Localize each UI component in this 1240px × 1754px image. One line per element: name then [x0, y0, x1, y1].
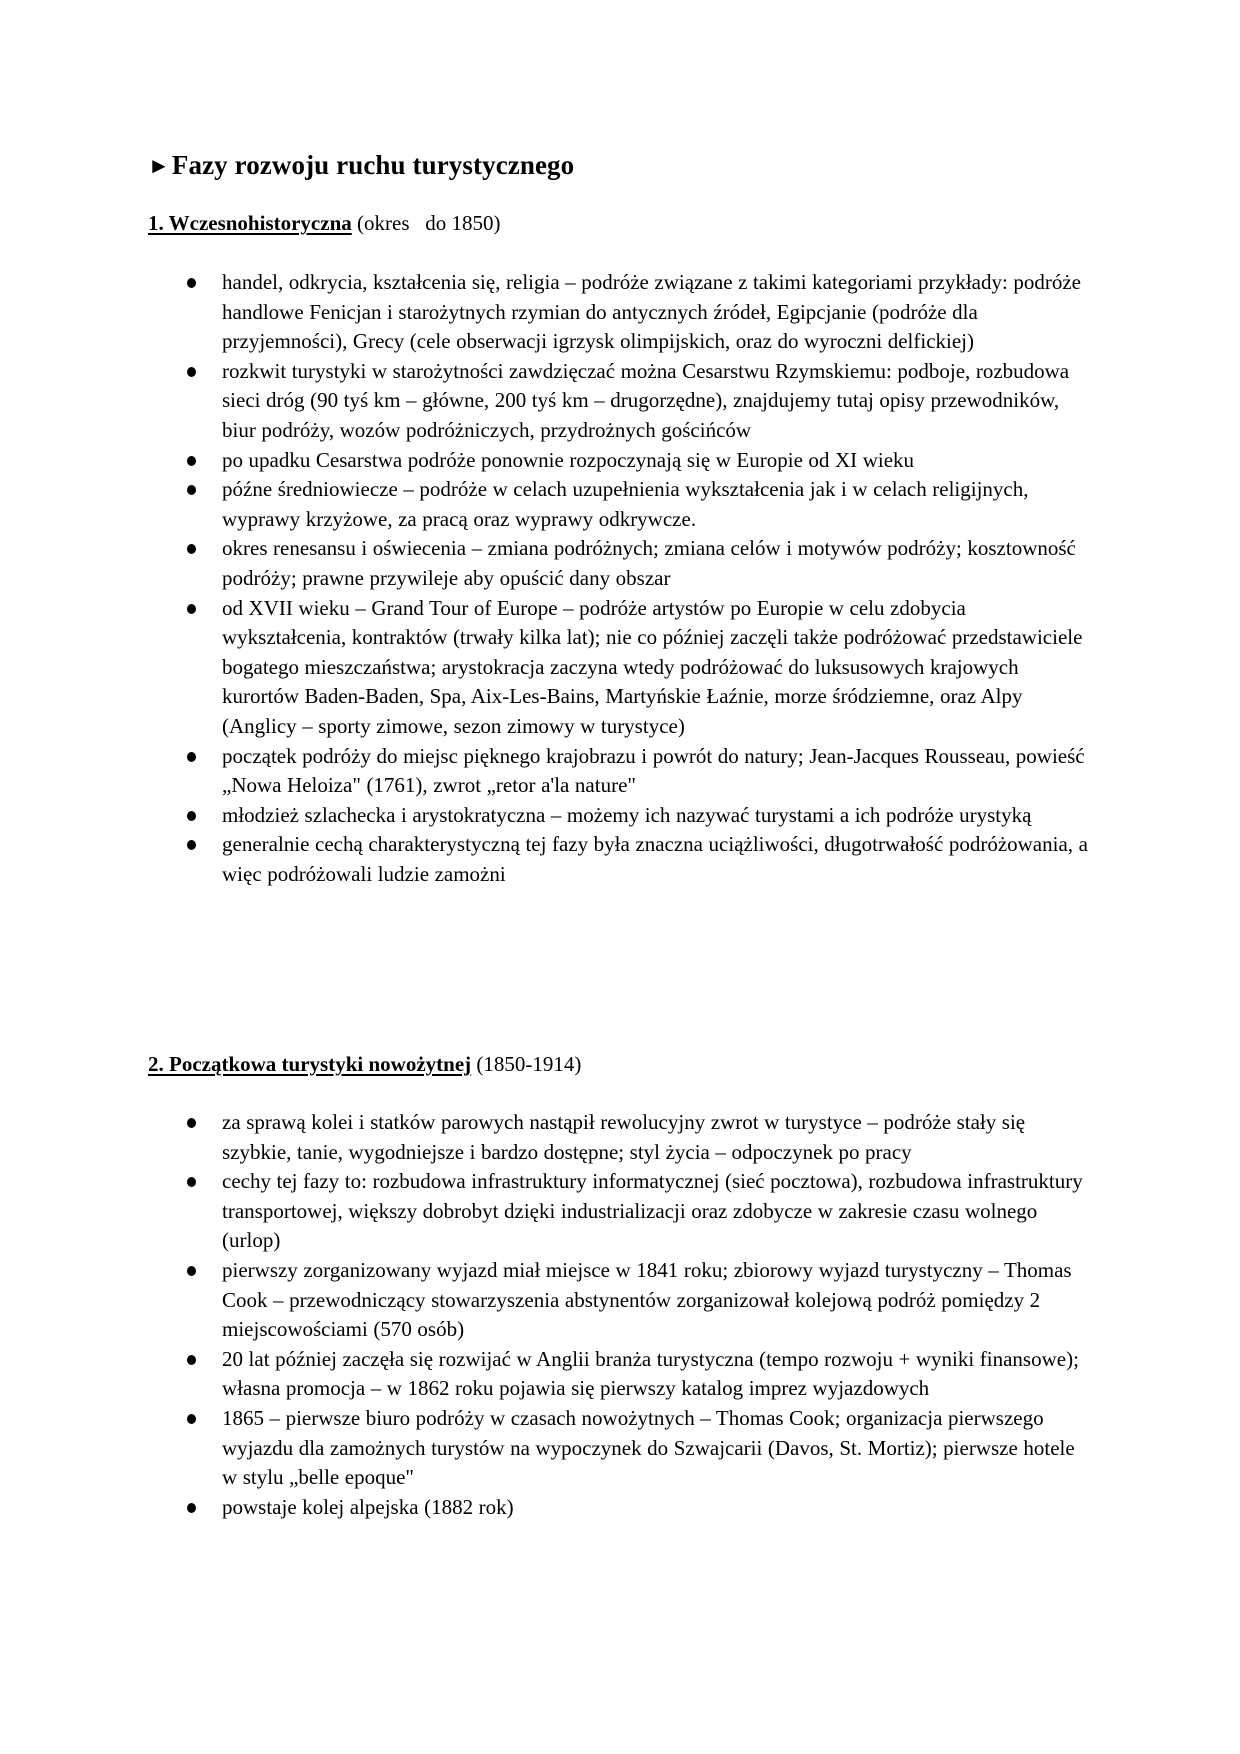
right-pointer-icon: ► — [148, 153, 170, 178]
bullet-icon — [187, 544, 196, 554]
list-item — [0, 801, 1092, 831]
bullet-icon — [187, 1503, 196, 1513]
list-item — [0, 594, 1092, 742]
list-item-text: generalnie cechą charakterystyczną tej fazy była znaczna uciążliwości, długotrwałość podróżowania, a więc podróżowali ludzie zamożni — [222, 832, 1088, 886]
list-item — [0, 1167, 1092, 1256]
list-item-text: początek podróży do miejsc pięknego krajobrazu i powrót do natury; Jean-Jacques Rousseau, powieść „Nowa Heloiza" (1761), zwrot „retor a'la nature" — [222, 743, 1085, 798]
list-item-text: po upadku Cesarstwa podróże ponownie rozpoczynają się w Europie od XI wieku — [222, 447, 915, 472]
bullet-icon — [187, 1414, 196, 1424]
section-heading-2 — [148, 1050, 581, 1078]
bullet-icon — [187, 1355, 196, 1365]
list-item — [0, 1345, 1092, 1404]
list-item-text: młodzież szlachecka i arystokratyczna – możemy ich nazywać turystami a ich podróże urystyką — [222, 802, 1032, 827]
list-item — [0, 1404, 1092, 1493]
bullet-icon — [187, 1177, 196, 1187]
list-item — [0, 268, 1092, 357]
list-item — [0, 1256, 1092, 1345]
list-item-text: za sprawą kolei i statków parowych nastąpił rewolucyjny zwrot w turystyce – podróże stały się szybkie, tanie, wygodniejsze i bardzo dostępne; styl życia – odpoczynek po pracy — [222, 1110, 1026, 1164]
bullet-icon — [187, 485, 196, 495]
section-1-name: 1. Wczesnohistoryczna — [148, 211, 352, 235]
bullet-icon — [187, 811, 196, 821]
bullet-icon — [187, 278, 196, 288]
list-item — [0, 475, 1092, 534]
bullet-icon — [187, 1266, 196, 1276]
list-item — [0, 534, 1092, 593]
bullet-icon — [187, 1118, 196, 1128]
section-2-period: (1850-1914) — [471, 1052, 582, 1076]
list-item-text: rozkwit turystyki w starożytności zawdzięczać można Cesarstwu Rzymskiemu: podboje, rozbudowa sieci dróg (90 tyś km – główne, 200 tyś km – drugorzędne), znajdujemy tutaj opisy przewodników, biur podróży, wozów podróżniczych, przydrożnych gościńców — [222, 358, 1070, 442]
list-item — [0, 357, 1092, 446]
bullet-icon — [187, 840, 196, 850]
list-item — [0, 742, 1092, 801]
section-heading-1 — [148, 209, 501, 237]
list-item-text: od XVII wieku – Grand Tour of Europe – podróże artystów po Europie w celu zdobycia wykształcenia, kontraktów (trwały kilka lat); nie co później zaczęli także podróżować przedstawiciele bogatego mieszczaństwa; arystokracja zaczyna wtedy podróżować do luksusowych krajowych kurortów Baden-Baden, Spa, Aix-Les-Bains, Martyńskie Łaźnie, morze śródziemne, oraz Alpy (Anglicy – sporty zimowe, sezon zimowy w turystyce) — [222, 595, 1083, 738]
document-title — [148, 148, 574, 184]
section-2-bullet-list — [0, 1108, 1240, 1522]
document-title-text: Fazy rozwoju ruchu turystycznego — [171, 150, 575, 180]
list-item-text: powstaje kolej alpejska (1882 rok) — [222, 1494, 514, 1519]
list-item — [0, 830, 1092, 889]
list-item — [0, 1493, 1092, 1523]
list-item-text: okres renesansu i oświecenia – zmiana podróżnych; zmiana celów i motywów podróży; kosztowność podróży; prawne przywileje aby opuścić dany obszar — [222, 536, 1076, 590]
section-1-period: (okres do 1850) — [351, 211, 501, 235]
list-item-text: pierwszy zorganizowany wyjazd miał miejsce w 1841 roku; zbiorowy wyjazd turystyczny – Thomas Cook – przewodniczący stowarzyszenia abstynentów zorganizował kolejową podróż pomiędzy 2 miejscowościami (570 osób) — [222, 1257, 1072, 1342]
section-1-bullet-list — [0, 268, 1240, 889]
bullet-icon — [187, 604, 196, 614]
list-item-text: późne średniowiecze – podróże w celach uzupełnienia wykształcenia jak i w celach religijnych, wyprawy krzyżowe, za pracą oraz wyprawy odkrywcze. — [222, 477, 1029, 531]
list-item-text: 1865 – pierwsze biuro podróży w czasach nowożytnych – Thomas Cook; organizacja pierwszego wyjazdu dla zamożnych turystów na wypoczynek do Szwajcarii (Davos, St. Mortiz); pierwsze hotele w stylu „belle epoque" — [222, 1405, 1075, 1490]
section-2-name: 2. Początkowa turystyki nowożytnej — [148, 1052, 472, 1076]
bullet-icon — [187, 367, 196, 377]
list-item — [0, 1108, 1092, 1167]
list-item-text: handel, odkrycia, kształcenia się, religia – podróże związane z takimi kategoriami przykłady: podróże handlowe Fenicjan i starożytnych rzymian do antycznych źródeł, Egipcjanie (podróże dla przyjemności), Grecy (cele obserwacji igrzysk olimpijskich, oraz do wyroczni delfickiej) — [222, 270, 1081, 354]
list-item — [0, 446, 1092, 476]
list-item-text: cechy tej fazy to: rozbudowa infrastruktury informatycznej (sieć pocztowa), rozbudowa infrastruktury transportowej, większy dobrobyt dzięki industrializacji oraz zdobycze w zakresie czasu wolnego (urlop) — [222, 1169, 1083, 1253]
bullet-icon — [187, 752, 196, 762]
bullet-icon — [187, 456, 196, 466]
list-item-text: 20 lat później zaczęła się rozwijać w Anglii branża turystyczna (tempo rozwoju + wyniki finansowe); własna promocja – w 1862 roku pojawia się pierwszy katalog imprez wyjazdowych — [222, 1346, 1079, 1401]
